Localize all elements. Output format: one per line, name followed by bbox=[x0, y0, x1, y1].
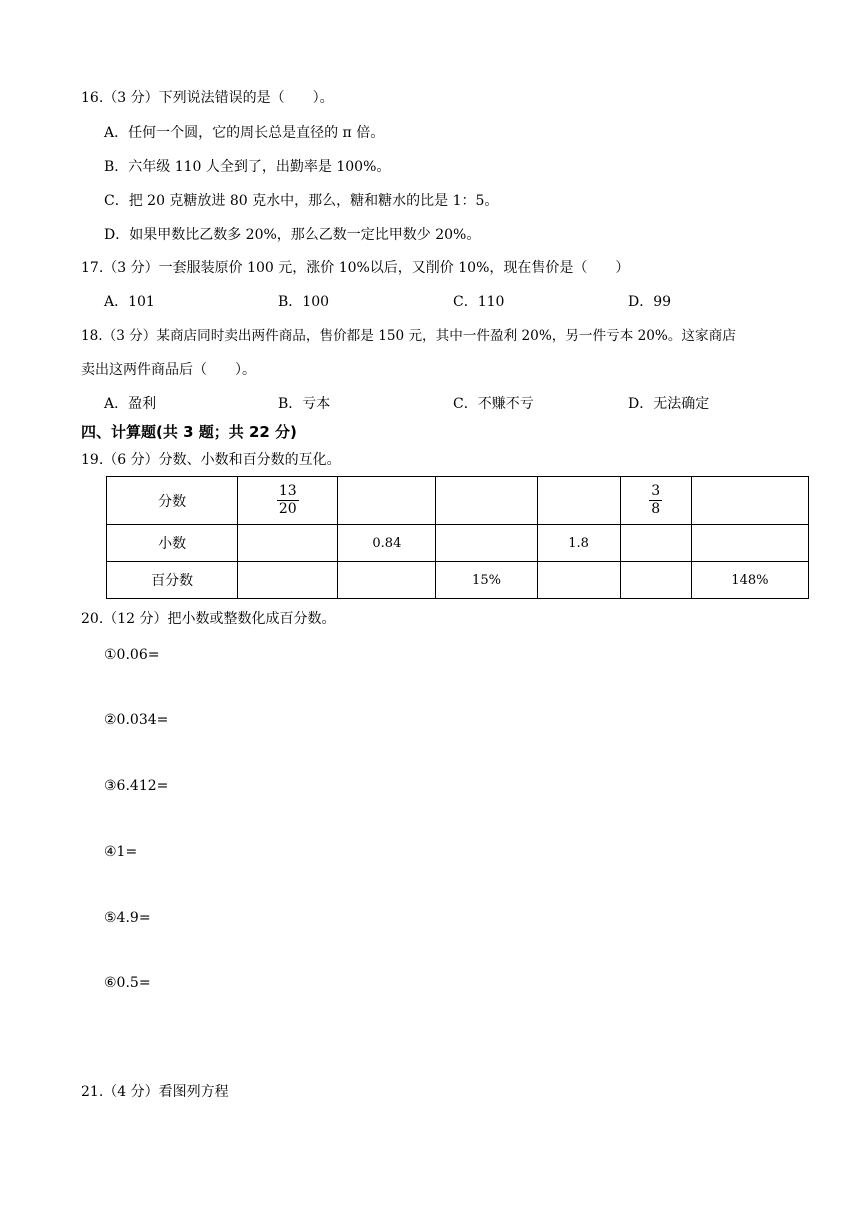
q20-item-6: ⑥0.5= bbox=[104, 975, 151, 991]
table-cell[interactable] bbox=[436, 525, 537, 562]
q18-stem-line2: 卖出这两件商品后（ ）。 bbox=[81, 362, 256, 378]
fraction-3-8 bbox=[649, 483, 662, 518]
q18-option-b: B．亏本 bbox=[278, 396, 331, 412]
q18-stem-line1: 18.（3 分）某商店同时卖出两件商品，售价都是 150 元，其中一件盈利 20%，另一件亏本 20%。这家商店 bbox=[81, 328, 736, 344]
table-cell: 148% bbox=[691, 562, 808, 599]
q20-item-5: ⑤4.9= bbox=[104, 910, 151, 926]
q16-option-d: D．如果甲数比乙数多 20%，那么乙数一定比甲数少 20%。 bbox=[104, 227, 481, 243]
q20-item-4: ④1= bbox=[104, 844, 138, 860]
table-cell[interactable] bbox=[620, 562, 691, 599]
table-cell[interactable] bbox=[238, 562, 338, 599]
fraction-13-20 bbox=[277, 483, 299, 518]
q21-stem: 21.（4 分）看图列方程 bbox=[81, 1084, 229, 1100]
q20-stem: 20.（12 分）把小数或整数化成百分数。 bbox=[81, 611, 336, 627]
table-row-fraction bbox=[107, 477, 809, 525]
table-cell: 1.8 bbox=[537, 525, 620, 562]
q16-stem: 16.（3 分）下列说法错误的是（ ）。 bbox=[81, 90, 334, 106]
table-cell bbox=[620, 477, 691, 525]
q18-option-c: C．不赚不亏 bbox=[453, 396, 534, 412]
table-cell: 0.84 bbox=[338, 525, 436, 562]
table-cell[interactable] bbox=[537, 562, 620, 599]
table-cell[interactable] bbox=[691, 525, 808, 562]
table-cell[interactable] bbox=[238, 525, 338, 562]
table-cell[interactable] bbox=[691, 477, 808, 525]
section-heading: 四、计算题(共 3 题；共 22 分) bbox=[81, 423, 297, 441]
q20-item-1: ①0.06= bbox=[104, 647, 160, 663]
table-cell[interactable] bbox=[537, 477, 620, 525]
table-cell[interactable] bbox=[338, 477, 436, 525]
q17-option-d: D．99 bbox=[628, 294, 672, 310]
row-header-decimal: 小数 bbox=[107, 525, 238, 562]
table-cell: 15% bbox=[436, 562, 537, 599]
q20-item-2: ②0.034= bbox=[104, 712, 169, 728]
q17-stem: 17.（3 分）一套服装原价 100 元，涨价 10%以后，又削价 10%，现在售价是（ ） bbox=[81, 260, 630, 276]
table-cell[interactable] bbox=[436, 477, 537, 525]
table-cell bbox=[238, 477, 338, 525]
conversion-table bbox=[106, 476, 809, 599]
table-row-decimal bbox=[107, 525, 809, 562]
fraction-denominator: 8 bbox=[651, 501, 661, 517]
table-cell[interactable] bbox=[338, 562, 436, 599]
q16-option-b: B．六年级 110 人全到了，出勤率是 100%。 bbox=[104, 159, 391, 175]
q18-option-d: D．无法确定 bbox=[628, 396, 710, 412]
q17-option-c: C．110 bbox=[453, 294, 505, 310]
fraction-numerator: 13 bbox=[278, 483, 297, 499]
fraction-numerator: 3 bbox=[651, 483, 661, 499]
row-header-fraction: 分数 bbox=[107, 477, 238, 525]
q16-option-c: C．把 20 克糖放进 80 克水中，那么，糖和糖水的比是 1：5。 bbox=[104, 193, 499, 209]
q19-stem: 19.（6 分）分数、小数和百分数的互化。 bbox=[81, 452, 341, 468]
q18-option-a: A．盈利 bbox=[104, 396, 157, 412]
q17-option-a: A．101 bbox=[104, 294, 155, 310]
q16-option-a: A．任何一个圆，它的周长总是直径的 π 倍。 bbox=[104, 125, 385, 141]
table-cell[interactable] bbox=[620, 525, 691, 562]
q17-option-b: B．100 bbox=[278, 294, 330, 310]
row-header-percent: 百分数 bbox=[107, 562, 238, 599]
q20-item-3: ③6.412= bbox=[104, 778, 169, 794]
table-row-percent bbox=[107, 562, 809, 599]
fraction-denominator: 20 bbox=[278, 501, 297, 517]
